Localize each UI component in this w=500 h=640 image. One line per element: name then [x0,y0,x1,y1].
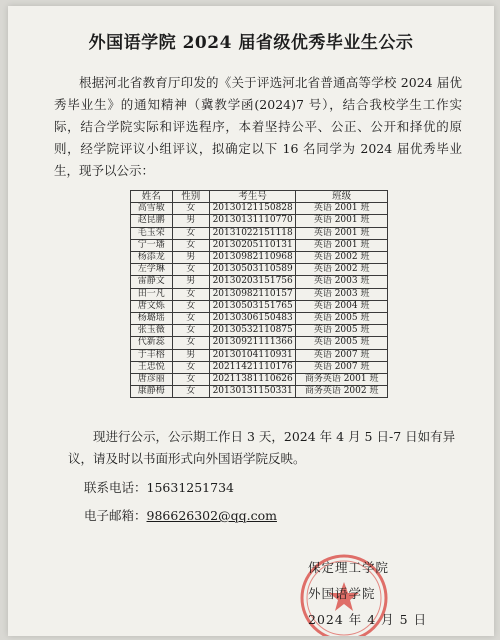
cell-exam-id: 20130532110875 [210,325,296,337]
intro-paragraph: 根据河北省教育厅印发的《关于评选河北省普通高等学校 2024 届优秀毕业生》的通知精神（冀教学函(2024)7 号），结合我校学生工作实际，结合学院实际和评选程序，本着坚持公平、公正、公开和择优的原则，经学院评议小组评议，拟确定以下 16 名同学为 2024 届优秀毕业生，现予以公示： [54,75,462,178]
cell-gender: 女 [172,264,209,276]
table-row [131,386,388,398]
cell-exam-id: 20130503110589 [210,264,296,276]
cell-name: 田一凡 [131,288,173,300]
email-link[interactable]: 986626302@qq.com [146,508,277,523]
signature-college: 外国语学院 [308,586,376,601]
table-row [131,203,388,215]
cell-gender: 女 [172,288,209,300]
email-label: 电子邮箱： [84,508,147,523]
cell-name: 代新蕊 [131,337,173,349]
cell-exam-id: 20131022151118 [210,227,296,239]
table-row [131,361,388,373]
cell-exam-id: 20130104110931 [210,349,296,361]
cell-class: 英语 2001 班 [296,215,388,227]
table-row [131,264,388,276]
cell-gender: 女 [172,361,209,373]
table-row [131,313,388,325]
cell-exam-id: 20211421110176 [210,361,296,373]
cell-exam-id: 20130503151765 [210,300,296,312]
table-header-row [131,191,388,203]
cell-class: 英语 2002 班 [296,264,388,276]
table-row [131,349,388,361]
cell-exam-id: 20211381110626 [210,374,296,386]
cell-name: 唐文烁 [131,300,173,312]
cell-gender: 女 [172,239,209,251]
header-name: 姓名 [131,191,173,203]
cell-name: 唐彦丽 [131,374,173,386]
cell-exam-id: 20130203151756 [210,276,296,288]
cell-exam-id: 20130131150331 [210,386,296,398]
table-row [131,252,388,264]
signature-school: 保定理工学院 [308,560,390,575]
cell-class: 英语 2001 班 [296,203,388,215]
notice-paper [8,6,494,636]
cell-name: 杨璐瑶 [131,313,173,325]
cell-name: 康静梅 [131,386,173,398]
cell-gender: 男 [172,252,209,264]
signature-date: 2024 年 4 月 5 日 [308,612,428,627]
cell-class: 英语 2004 班 [296,300,388,312]
contact-email [84,506,277,524]
table-row [131,300,388,312]
cell-class: 英语 2005 班 [296,325,388,337]
cell-class: 英语 2005 班 [296,313,388,325]
cell-class: 英语 2003 班 [296,276,388,288]
header-class: 班级 [296,191,388,203]
cell-class: 英语 2001 班 [296,227,388,239]
table-row [131,227,388,239]
cell-name: 高雪敏 [131,203,173,215]
cell-name: 于丰榕 [131,349,173,361]
cell-exam-id: 20130205110131 [210,239,296,251]
header-exam-id: 考生号 [210,191,296,203]
table-row [131,325,388,337]
cell-gender: 男 [172,349,209,361]
table-row [131,239,388,251]
cell-name: 左学琳 [131,264,173,276]
cell-gender: 女 [172,300,209,312]
document-title: 外国语学院 2024 届省级优秀毕业生公示 [88,33,414,53]
table-row [131,215,388,227]
header-gender: 性别 [172,191,209,203]
cell-exam-id: 20130921111366 [210,337,296,349]
cell-class: 英语 2007 班 [296,361,388,373]
cell-exam-id: 20130121150828 [210,203,296,215]
table-row [131,337,388,349]
cell-gender: 女 [172,227,209,239]
cell-gender: 男 [172,215,209,227]
cell-name: 王忠悦 [131,361,173,373]
notice-text: 现进行公示，公示期工作日 3 天，2024 年 4 月 5 日-7 日如有异议，请及时以书面形式向外国语学院反映。 [68,429,456,466]
cell-name: 雷静文 [131,276,173,288]
cell-gender: 女 [172,313,209,325]
cell-class: 商务英语 2002 班 [296,386,388,398]
cell-class: 英语 2005 班 [296,337,388,349]
cell-class: 英语 2002 班 [296,252,388,264]
cell-gender: 女 [172,374,209,386]
cell-name: 张玉薇 [131,325,173,337]
cell-exam-id: 20130131110770 [210,215,296,227]
cell-gender: 女 [172,386,209,398]
cell-name: 宁一璠 [131,239,173,251]
cell-name: 杨添龙 [131,252,173,264]
cell-gender: 女 [172,203,209,215]
cell-gender: 男 [172,276,209,288]
table-body [131,203,388,398]
cell-name: 毛玉荣 [131,227,173,239]
cell-exam-id: 20130306150483 [210,313,296,325]
cell-class: 英语 2007 班 [296,349,388,361]
cell-class: 英语 2003 班 [296,288,388,300]
cell-class: 商务英语 2001 班 [296,374,388,386]
phone-value: 15631251734 [146,480,234,495]
table-row [131,374,388,386]
cell-gender: 女 [172,337,209,349]
table-row [131,276,388,288]
contact-phone [84,478,234,496]
notice-paragraph [68,426,478,470]
cell-class: 英语 2001 班 [296,239,388,251]
table-row [131,288,388,300]
phone-label: 联系电话： [84,480,147,495]
cell-exam-id: 20130982110968 [210,252,296,264]
cell-exam-id: 20130982110157 [210,288,296,300]
cell-name: 赵昆鹏 [131,215,173,227]
cell-gender: 女 [172,325,209,337]
graduate-table [130,190,388,398]
